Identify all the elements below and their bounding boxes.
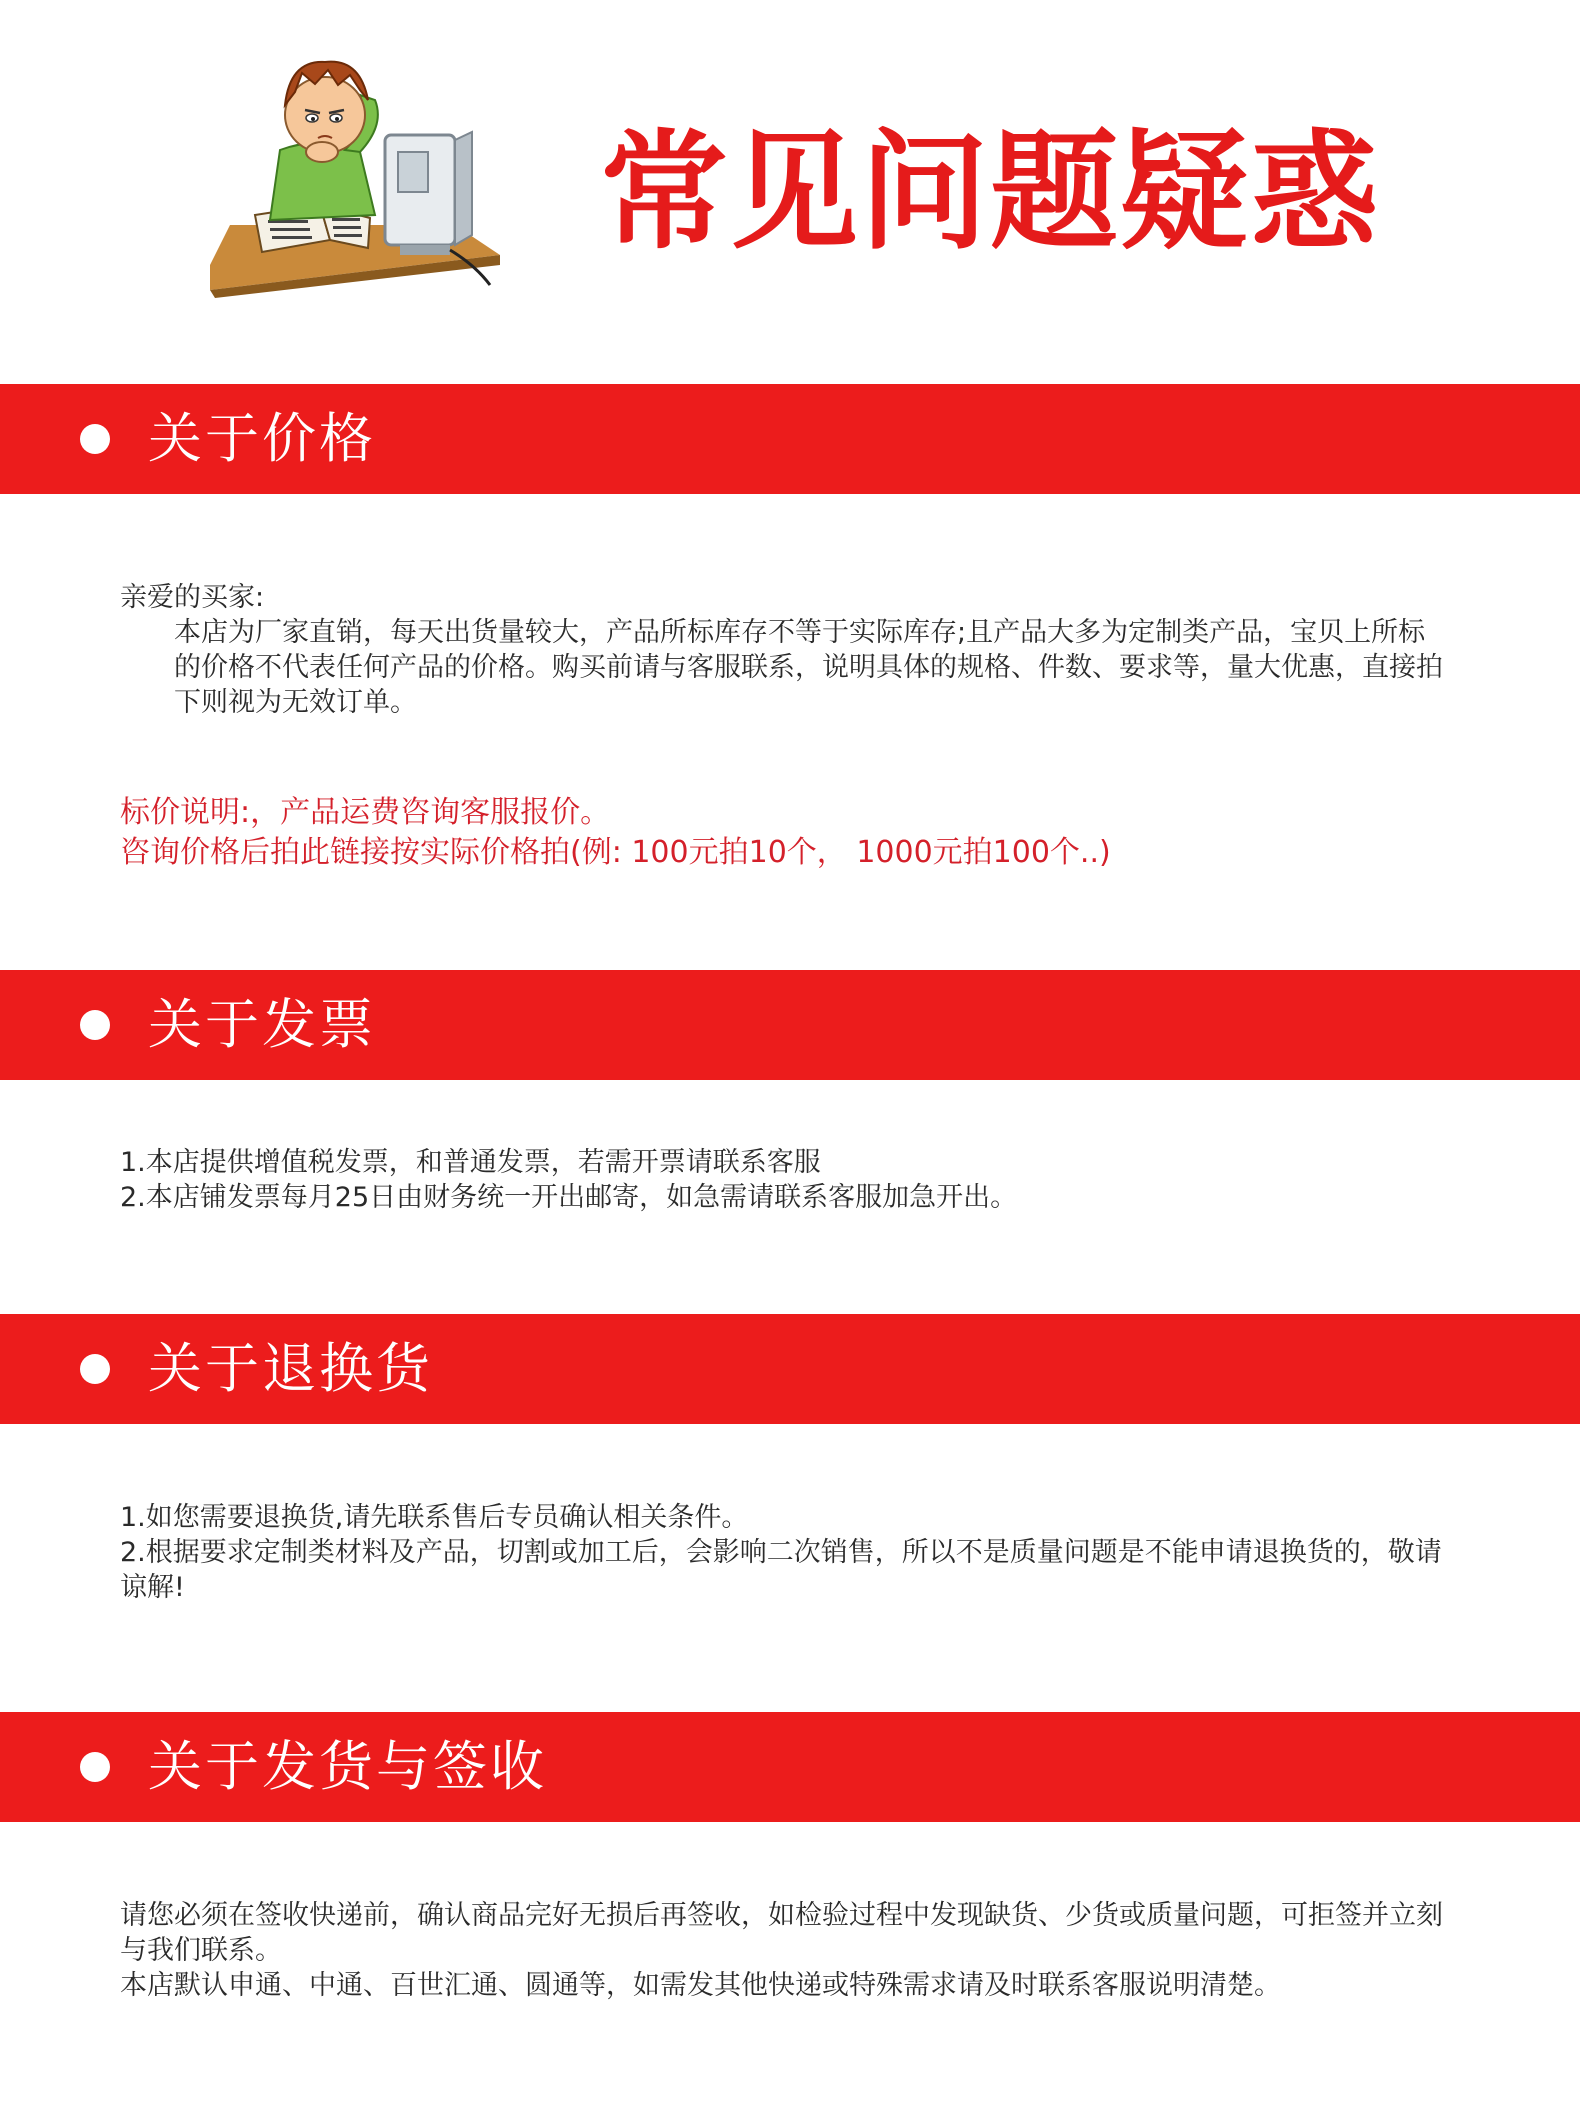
page-title: 常见问题疑惑 — [600, 118, 1381, 267]
bullet-dot-icon — [80, 1354, 110, 1384]
section-body-shipping — [120, 1898, 1450, 2003]
hero-header — [0, 0, 1580, 385]
section-title: 关于退换货 — [148, 1337, 433, 1400]
price-description-text: 本店为厂家直销，每天出货量较大，产品所标库存不等于实际库存;且产品大多为定制类产品，宝贝上所标的价格不代表任何产品的价格。购买前请与客服联系，说明具体的规格、件数、要求等，量大优惠，直接拍下则视为无效订单。 — [174, 617, 1443, 718]
section-title: 关于发票 — [148, 993, 376, 1056]
section-header-shipping — [0, 1712, 1580, 1822]
invoice-line: 1.本店提供增值税发票，和普通发票，若需开票请联系客服 — [120, 1147, 821, 1178]
thinking-student-illustration — [210, 40, 510, 300]
invoice-line: 2.本店铺发票每月25日由财务统一开出邮寄，如急需请联系客服加急开出。 — [120, 1182, 1018, 1213]
bullet-dot-icon — [80, 1752, 110, 1782]
price-note — [120, 793, 1450, 873]
returns-line: 2.根据要求定制类材料及产品，切割或加工后，会影响二次销售，所以不是质量问题是不能申请退换货的，敬请谅解! — [120, 1537, 1442, 1603]
greeting-text: 亲爱的买家: — [120, 582, 265, 613]
bullet-dot-icon — [80, 424, 110, 454]
section-header-returns — [0, 1314, 1580, 1424]
price-note-line: 咨询价格后拍此链接按实际价格拍(例: 100元拍10个， 1000元拍100个..) — [120, 835, 1111, 870]
section-body-price — [120, 580, 1450, 720]
shipping-line: 本店默认申通、中通、百世汇通、圆通等，如需发其他快递或特殊需求请及时联系客服说明清楚。 — [120, 1970, 1281, 2001]
section-title: 关于价格 — [148, 407, 376, 470]
bullet-dot-icon — [80, 1010, 110, 1040]
section-title: 关于发货与签收 — [148, 1735, 547, 1798]
price-note-line: 标价说明:，产品运费咨询客服报价。 — [120, 795, 611, 830]
section-header-price — [0, 384, 1580, 494]
section-body-invoice — [120, 1145, 1450, 1215]
section-body-returns — [120, 1500, 1450, 1605]
returns-line: 1.如您需要退换货,请先联系售后专员确认相关条件。 — [120, 1502, 749, 1533]
section-header-invoice — [0, 970, 1580, 1080]
shipping-line: 请您必须在签收快递前，确认商品完好无损后再签收，如检验过程中发现缺货、少货或质量问题，可拒签并立刻与我们联系。 — [120, 1900, 1443, 1966]
